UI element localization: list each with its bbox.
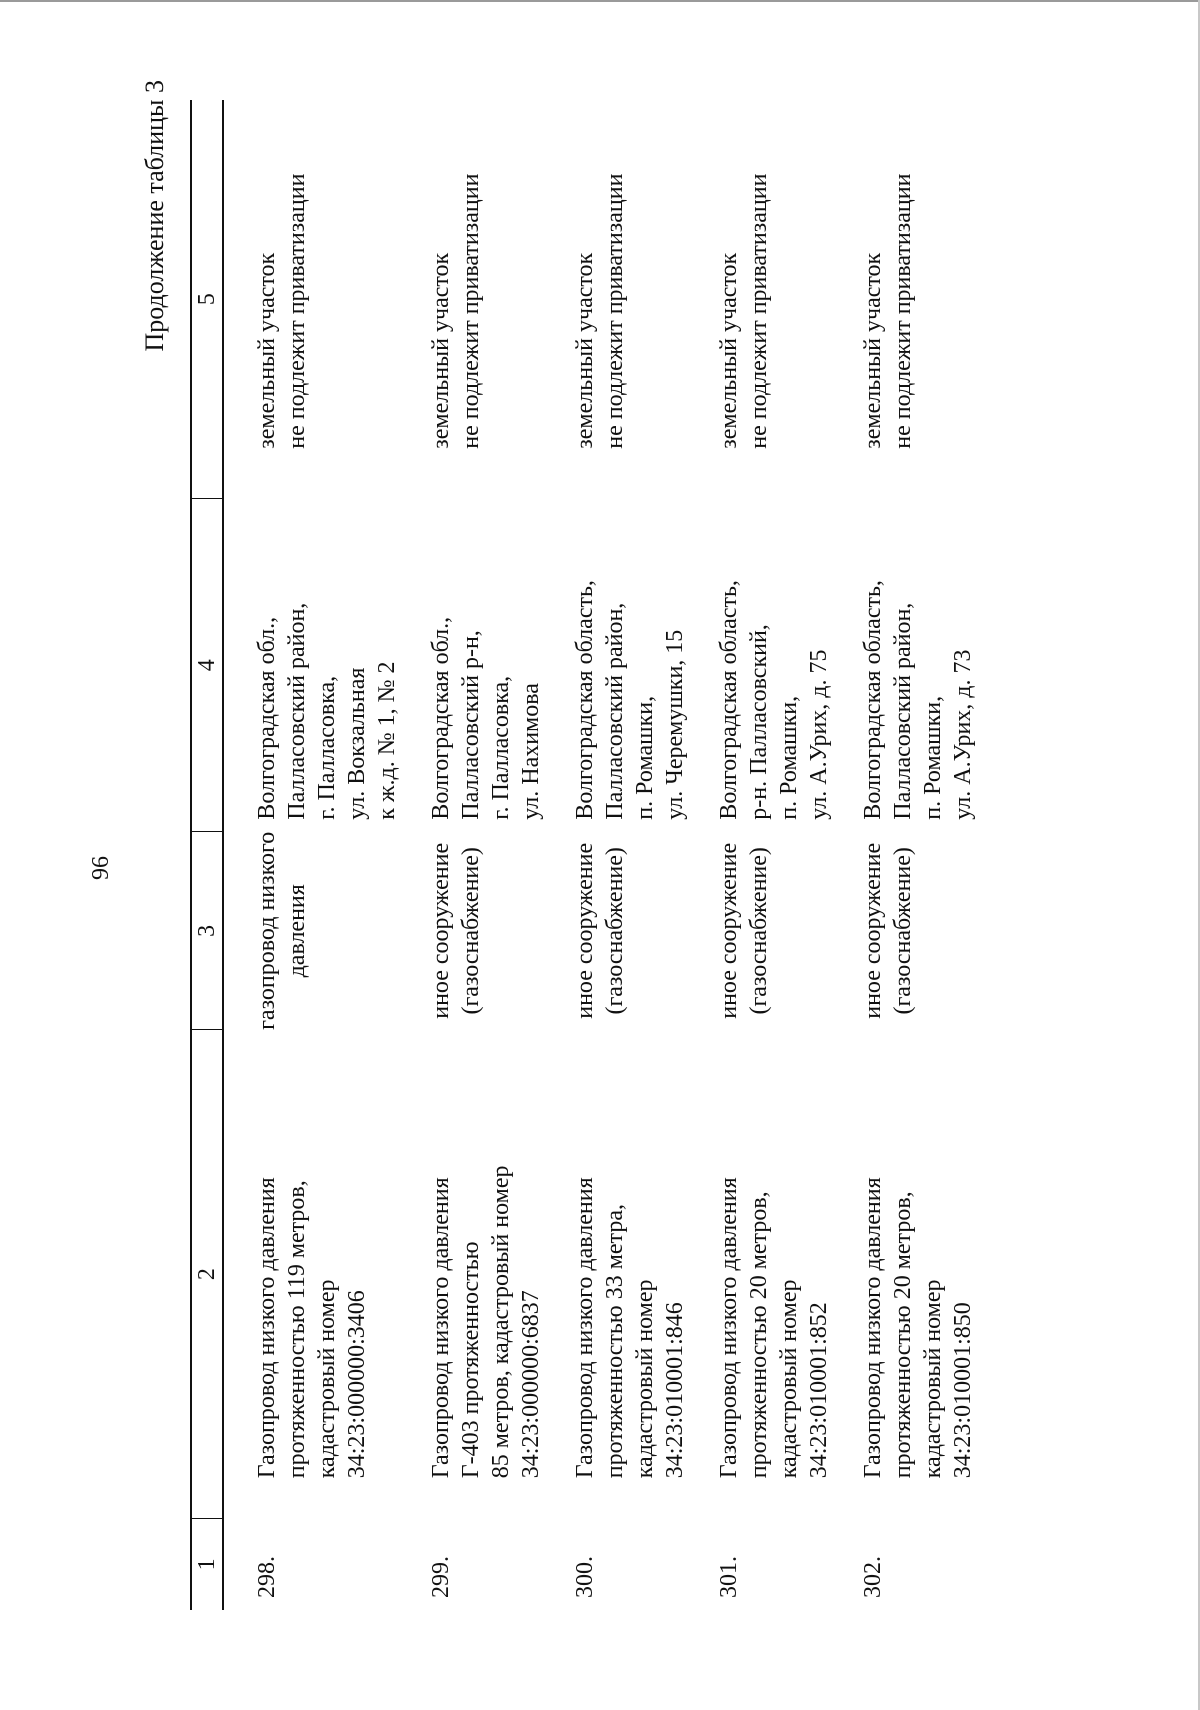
text-line: кадастровый номер xyxy=(776,1279,802,1479)
note-cell xyxy=(402,100,546,499)
text-line: не подлежит приватизации xyxy=(458,173,484,449)
object-type-cell xyxy=(546,832,690,1030)
row-number-cell: 298. xyxy=(254,1556,280,1598)
text-line: р-н. Палласовский, xyxy=(746,624,772,820)
object-name-cell xyxy=(223,1030,402,1518)
text-line: Газопровод низкого давления xyxy=(716,1177,742,1479)
text-line: Газопровод низкого давления xyxy=(572,1177,598,1479)
column-header-2: 2 xyxy=(191,1030,223,1518)
text-line: земельный участок xyxy=(860,252,886,449)
object-name-cell xyxy=(690,1030,834,1518)
text-line: не подлежит приватизации xyxy=(284,173,310,449)
note-cell xyxy=(223,100,402,499)
text-line: ул. А.Урих, д. 73 xyxy=(950,649,976,820)
text-line: иное сооружение xyxy=(716,842,742,1019)
text-line: 34:23:010001:846 xyxy=(662,1302,688,1479)
table-row xyxy=(546,100,690,1610)
text-line: земельный участок xyxy=(572,252,598,449)
text-line: протяженностью 119 метров, xyxy=(284,1180,310,1479)
table-row xyxy=(834,100,978,1610)
object-name-cell xyxy=(834,1030,978,1518)
text-line: протяженностью 20 метров, xyxy=(890,1191,916,1479)
column-header-5: 5 xyxy=(191,100,223,499)
text-line: п. Ромашки, xyxy=(632,695,658,820)
text-line: Газопровод низкого давления xyxy=(860,1177,886,1479)
table-caption: Продолжение таблицы 3 xyxy=(140,80,169,352)
text-line: ул. Вокзальная xyxy=(344,667,370,820)
row-number-cell: 300. xyxy=(572,1556,598,1598)
rotated-page xyxy=(80,70,1160,1630)
address-cell xyxy=(546,499,690,832)
object-type-cell xyxy=(690,832,834,1030)
address-cell xyxy=(834,499,978,832)
table-row xyxy=(402,100,546,1610)
text-line: ул. Черемушки, 15 xyxy=(662,629,688,820)
text-line: 85 метров, кадастровый номер xyxy=(488,1165,514,1479)
text-line: Волгоградская область, xyxy=(860,580,886,820)
text-line: 34:23:000000:3406 xyxy=(344,1290,370,1479)
text-line: иное сооружение xyxy=(860,842,886,1019)
text-line: кадастровый номер xyxy=(920,1279,946,1479)
address-cell xyxy=(223,499,402,832)
text-line: протяженностью 20 метров, xyxy=(746,1191,772,1479)
text-line: Палласовский район, xyxy=(602,602,628,820)
row-number-cell: 301. xyxy=(716,1556,742,1598)
text-line: не подлежит приватизации xyxy=(890,173,916,449)
text-line: (газоснабжение) xyxy=(890,847,916,1015)
text-line: к ж.д. № 1, № 2 xyxy=(374,661,400,820)
page-number: 96 xyxy=(88,856,114,880)
note-cell xyxy=(834,100,978,499)
text-line: (газоснабжение) xyxy=(746,847,772,1015)
text-line: Газопровод низкого давления xyxy=(428,1177,454,1479)
text-line: (газоснабжение) xyxy=(458,847,484,1015)
table-row xyxy=(690,100,834,1610)
object-name-cell xyxy=(546,1030,690,1518)
object-name-cell xyxy=(402,1030,546,1518)
table-row xyxy=(223,100,402,1610)
column-header-1: 1 xyxy=(191,1518,223,1610)
object-type-cell xyxy=(834,832,978,1030)
text-line: ул. Нахимова xyxy=(518,683,544,820)
text-line: Палласовский район, xyxy=(890,602,916,820)
text-line: 34:23:010001:850 xyxy=(950,1302,976,1479)
text-line: п. Ромашки, xyxy=(776,695,802,820)
column-header-3: 3 xyxy=(191,832,223,1030)
object-type-cell xyxy=(402,832,546,1030)
text-line: кадастровый номер xyxy=(314,1279,340,1479)
table-body xyxy=(223,100,978,1610)
text-line: земельный участок xyxy=(428,252,454,449)
text-line: протяженностью 33 метра, xyxy=(602,1204,628,1479)
text-line: Палласовский р-н, xyxy=(458,630,484,820)
text-line: 34:23:010001:852 xyxy=(806,1302,832,1479)
text-line: ул. А.Урих, д. 75 xyxy=(806,649,832,820)
text-line: (газоснабжение) xyxy=(602,847,628,1015)
text-line: давления xyxy=(284,884,310,978)
table-header-row xyxy=(191,100,223,1610)
row-number-cell: 299. xyxy=(428,1556,454,1598)
note-cell xyxy=(546,100,690,499)
text-line: 34:23:000000:6837 xyxy=(518,1290,544,1479)
text-line: г. Палласовка, xyxy=(488,675,514,820)
text-line: земельный участок xyxy=(254,252,280,449)
text-line: Г-403 протяженностью xyxy=(458,1241,484,1479)
row-number-cell: 302. xyxy=(860,1556,886,1598)
scan-edge-top xyxy=(0,0,1200,2)
address-cell xyxy=(402,499,546,832)
text-line: Волгоградская обл., xyxy=(254,616,280,820)
text-line: Газопровод низкого давления xyxy=(254,1177,280,1479)
property-table xyxy=(190,100,978,1610)
text-line: Волгоградская область, xyxy=(572,580,598,820)
text-line: г. Палласовка, xyxy=(314,675,340,820)
column-header-4: 4 xyxy=(191,499,223,832)
text-line: п. Ромашки, xyxy=(920,695,946,820)
text-line: Волгоградская обл., xyxy=(428,616,454,820)
text-line: не подлежит приватизации xyxy=(746,173,772,449)
text-line: иное сооружение xyxy=(428,842,454,1019)
note-cell xyxy=(690,100,834,499)
text-line: кадастровый номер xyxy=(632,1279,658,1479)
text-line: газопровод низкого xyxy=(254,831,280,1030)
text-line: не подлежит приватизации xyxy=(602,173,628,449)
text-line: Волгоградская область, xyxy=(716,580,742,820)
text-line: Палласовский район, xyxy=(284,602,310,820)
object-type-cell xyxy=(223,832,402,1030)
address-cell xyxy=(690,499,834,832)
text-line: земельный участок xyxy=(716,252,742,449)
text-line: иное сооружение xyxy=(572,842,598,1019)
